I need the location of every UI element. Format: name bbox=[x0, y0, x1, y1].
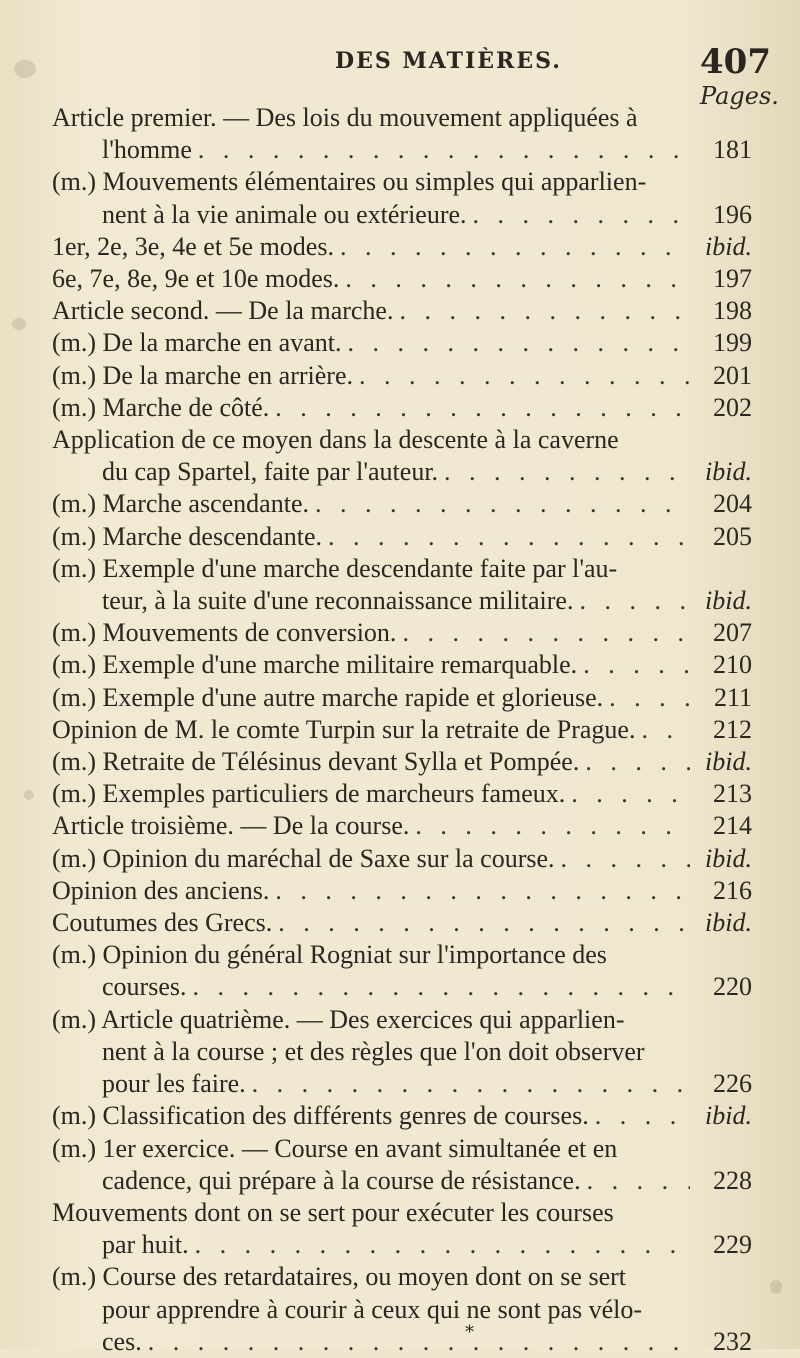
entry-page: 196 bbox=[713, 199, 752, 229]
leader-dots bbox=[345, 263, 690, 295]
leader-dots bbox=[252, 1068, 690, 1100]
toc-entry bbox=[52, 682, 752, 714]
leader-dots bbox=[275, 875, 690, 907]
entry-text: (m.) 1er exercice. — Course en avant simultanée et en bbox=[52, 1133, 618, 1163]
toc-entry bbox=[52, 1100, 752, 1132]
foxing-spot bbox=[12, 318, 26, 330]
toc-entry bbox=[52, 488, 752, 520]
entry-page: 226 bbox=[713, 1069, 752, 1099]
leader-dots bbox=[278, 907, 690, 939]
entry-text: nent à la course ; et des règles que l'on doit observer bbox=[102, 1036, 645, 1066]
toc-entry bbox=[52, 360, 752, 392]
leader-dots bbox=[275, 392, 690, 424]
entry-text: (m.) Exemple d'une marche descendante faite par l'au- bbox=[52, 553, 618, 583]
entry-text: (m.) Retraite de Télésinus devant Sylla et Pompée. bbox=[52, 747, 580, 777]
toc-entry bbox=[52, 875, 752, 907]
toc-entry bbox=[52, 1197, 752, 1261]
entry-text: (m.) Marche ascendante. bbox=[52, 489, 309, 519]
entry-text: 1er, 2e, 3e, 4e et 5e modes. bbox=[52, 231, 334, 261]
entry-text: Article premier. — Des lois du mouvement appliquées à bbox=[52, 103, 638, 132]
entry-page: ibid. bbox=[705, 908, 752, 938]
leader-dots bbox=[192, 971, 690, 1003]
entry-text: (m.) Opinion du maréchal de Saxe sur la course. bbox=[52, 843, 555, 873]
toc-entry bbox=[52, 295, 752, 327]
entry-page: 198 bbox=[713, 296, 752, 326]
entry-page: ibid. bbox=[705, 231, 752, 261]
entry-text: courses. bbox=[102, 972, 187, 1002]
toc-entry bbox=[52, 424, 752, 488]
leader-dots bbox=[359, 360, 690, 392]
leader-dots bbox=[561, 843, 690, 875]
entry-text: par huit. bbox=[102, 1230, 189, 1260]
toc-entry bbox=[52, 166, 752, 230]
toc-entry bbox=[52, 102, 752, 166]
foxing-spot bbox=[24, 790, 34, 800]
toc-entry bbox=[52, 327, 752, 359]
toc-entry bbox=[52, 231, 752, 263]
toc-entry bbox=[52, 843, 752, 875]
entry-page: 213 bbox=[713, 779, 752, 809]
entry-text: l'homme bbox=[102, 135, 192, 165]
toc-entry bbox=[52, 714, 752, 746]
leader-dots bbox=[340, 231, 690, 263]
entry-text: (m.) De la marche en avant. bbox=[52, 328, 342, 358]
entry-page: 202 bbox=[713, 392, 752, 422]
leader-dots bbox=[579, 585, 690, 617]
entry-page: 212 bbox=[713, 714, 752, 744]
toc-entry bbox=[52, 939, 752, 1003]
entry-text: Application de ce moyen dans la descente à la caverne bbox=[52, 425, 619, 455]
running-title: DES MATIÈRES. bbox=[335, 48, 562, 74]
foxing-spot bbox=[770, 1280, 782, 1294]
toc-entry bbox=[52, 1261, 752, 1358]
toc-entry bbox=[52, 778, 752, 810]
entry-text: pour les faire. bbox=[102, 1069, 246, 1099]
toc-entry bbox=[52, 617, 752, 649]
page-number: 407 bbox=[700, 42, 771, 82]
leader-dots bbox=[609, 682, 690, 714]
leader-dots bbox=[148, 1326, 690, 1358]
leader-dots bbox=[641, 714, 690, 746]
entry-page: 199 bbox=[713, 328, 752, 358]
page-header bbox=[0, 40, 800, 80]
entry-text: (m.) Mouvements de conversion. bbox=[52, 618, 397, 648]
entry-page: 229 bbox=[713, 1230, 752, 1260]
entry-text: Article second. — De la marche. bbox=[52, 296, 394, 326]
leader-dots bbox=[347, 327, 690, 359]
entry-text: pour apprendre à courir à ceux qui ne sont pas vélo- bbox=[102, 1294, 643, 1324]
leader-dots bbox=[585, 746, 690, 778]
entry-page: ibid. bbox=[705, 1101, 752, 1131]
entry-text: (m.) Classification des différents genres de courses. bbox=[52, 1101, 589, 1131]
entry-text: (m.) Exemple d'une autre marche rapide et glorieuse. bbox=[52, 682, 604, 712]
toc-entry bbox=[52, 810, 752, 842]
entry-page: 228 bbox=[713, 1165, 752, 1195]
leader-dots bbox=[402, 617, 690, 649]
entry-text: ces. bbox=[102, 1326, 142, 1356]
table-of-contents bbox=[52, 102, 752, 1358]
entry-page: 216 bbox=[713, 875, 752, 905]
leader-dots bbox=[415, 810, 690, 842]
entry-page: 197 bbox=[713, 264, 752, 294]
leader-dots bbox=[198, 134, 690, 166]
leader-dots bbox=[595, 1100, 690, 1132]
toc-entry bbox=[52, 263, 752, 295]
entry-text: (m.) Exemple d'une marche militaire remarquable. bbox=[52, 650, 578, 680]
entry-text: du cap Spartel, faite par l'auteur. bbox=[102, 457, 439, 487]
toc-entry bbox=[52, 1133, 752, 1197]
entry-text: (m.) Course des retardataires, ou moyen dont on se sert bbox=[52, 1262, 627, 1292]
entry-page: 201 bbox=[713, 360, 752, 390]
entry-text: teur, à la suite d'une reconnaissance militaire. bbox=[102, 586, 574, 616]
toc-entry bbox=[52, 392, 752, 424]
entry-text: nent à la vie animale ou extérieure. bbox=[102, 199, 467, 229]
entry-page: 214 bbox=[713, 811, 752, 841]
entry-text: (m.) Article quatrième. — Des exercices qui apparlien- bbox=[52, 1004, 625, 1034]
entry-page: 211 bbox=[713, 682, 752, 712]
leader-dots bbox=[195, 1229, 690, 1261]
leader-dots bbox=[587, 1165, 690, 1197]
toc-entry bbox=[52, 746, 752, 778]
leader-dots bbox=[571, 778, 690, 810]
entry-text: (m.) Marche de côté. bbox=[52, 392, 270, 422]
toc-entry bbox=[52, 649, 752, 681]
entry-text: (m.) Exemples particuliers de marcheurs fameux. bbox=[52, 779, 566, 809]
entry-page: 181 bbox=[713, 135, 752, 165]
entry-page: 210 bbox=[713, 650, 752, 680]
entry-page: 232 bbox=[713, 1326, 752, 1356]
entry-text: Opinion des anciens. bbox=[52, 875, 270, 905]
toc-entry bbox=[52, 553, 752, 617]
entry-text: Opinion de M. le comte Turpin sur la retraite de Prague. bbox=[52, 714, 636, 744]
entry-text: (m.) Mouvements élémentaires ou simples qui apparlien- bbox=[52, 167, 647, 197]
entry-text: Coutumes des Grecs. bbox=[52, 908, 273, 938]
leader-dots bbox=[444, 456, 690, 488]
entry-page: 204 bbox=[713, 489, 752, 519]
entry-page: 207 bbox=[713, 618, 752, 648]
toc-entry bbox=[52, 521, 752, 553]
leader-dots bbox=[399, 295, 690, 327]
entry-text: Mouvements dont on se sert pour exécuter les courses bbox=[52, 1197, 614, 1227]
entry-page: 205 bbox=[713, 521, 752, 551]
leader-dots bbox=[328, 521, 690, 553]
toc-entry bbox=[52, 907, 752, 939]
entry-page: ibid. bbox=[705, 457, 752, 487]
toc-entry bbox=[52, 1004, 752, 1101]
entry-page: 220 bbox=[713, 972, 752, 1002]
entry-text: 6e, 7e, 8e, 9e et 10e modes. bbox=[52, 264, 340, 294]
entry-page: ibid. bbox=[705, 747, 752, 777]
pages-column-label: Pages. bbox=[700, 82, 779, 110]
leader-dots bbox=[315, 488, 690, 520]
leader-dots bbox=[583, 649, 690, 681]
entry-page: ibid. bbox=[705, 586, 752, 616]
entry-page: ibid. bbox=[705, 843, 752, 873]
entry-text: (m.) Opinion du général Rogniat sur l'importance des bbox=[52, 940, 607, 970]
entry-text: (m.) Marche descendante. bbox=[52, 521, 322, 551]
entry-text: Article troisième. — De la course. bbox=[52, 811, 410, 841]
signature-mark: * bbox=[465, 1322, 474, 1343]
leader-dots bbox=[473, 199, 690, 231]
entry-text: cadence, qui prépare à la course de résistance. bbox=[102, 1165, 581, 1195]
entry-text: (m.) De la marche en arrière. bbox=[52, 360, 353, 390]
